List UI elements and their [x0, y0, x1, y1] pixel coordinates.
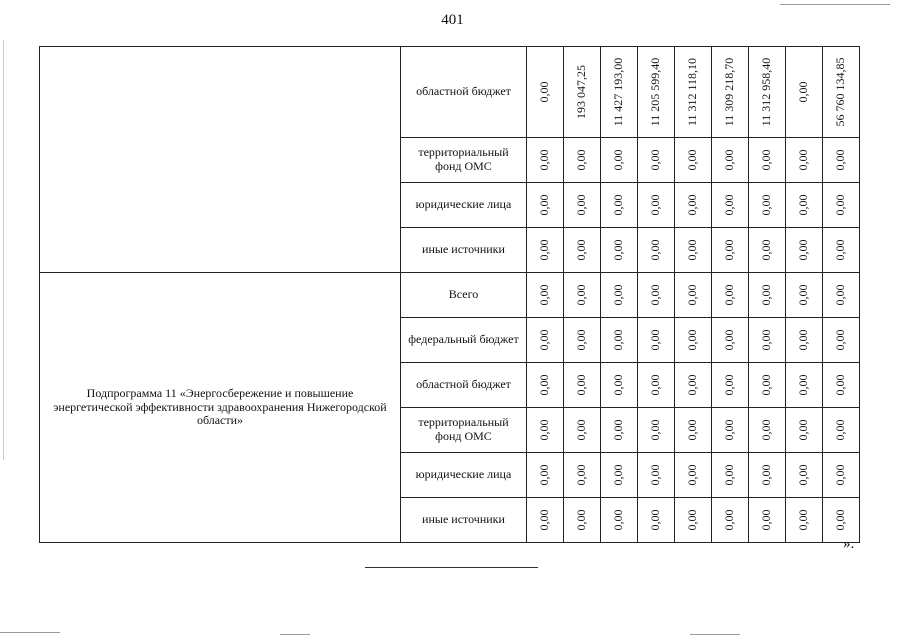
value-cell: 0,00: [564, 138, 601, 183]
value-cell: 0,00: [638, 498, 675, 543]
source-cell: федеральный бюджет: [401, 318, 527, 363]
value-cell: 0,00: [823, 408, 860, 453]
value-cell: 0,00: [712, 498, 749, 543]
value-cell: 0,00: [749, 453, 786, 498]
value-cell: 0,00: [712, 408, 749, 453]
value-cell: 11 205 599,40: [638, 47, 675, 138]
scan-artifact: [690, 634, 740, 635]
value-cell: 0,00: [749, 183, 786, 228]
footer-divider: [365, 567, 538, 568]
value-cell: 0,00: [786, 363, 823, 408]
value-cell: 0,00: [601, 453, 638, 498]
value-cell: 0,00: [749, 498, 786, 543]
value-cell: 11 312 118,10: [675, 47, 712, 138]
value-cell: 0,00: [601, 318, 638, 363]
value-cell: 0,00: [564, 273, 601, 318]
source-cell: Всего: [401, 273, 527, 318]
value-cell: 0,00: [638, 363, 675, 408]
value-cell: 0,00: [527, 318, 564, 363]
scan-artifact: [280, 634, 310, 635]
value-cell: 0,00: [527, 408, 564, 453]
value-cell: 0,00: [712, 453, 749, 498]
value-cell: 0,00: [601, 228, 638, 273]
value-cell: 0,00: [601, 183, 638, 228]
value-cell: 0,00: [675, 273, 712, 318]
value-cell: 0,00: [527, 138, 564, 183]
scan-artifact: [0, 632, 60, 633]
value-cell: 0,00: [786, 228, 823, 273]
value-cell: 0,00: [749, 408, 786, 453]
value-cell: 56 760 134,85: [823, 47, 860, 138]
table-row: [40, 47, 860, 138]
value-cell: 0,00: [601, 273, 638, 318]
value-cell: 0,00: [786, 183, 823, 228]
value-cell: 0,00: [638, 408, 675, 453]
value-cell: 0,00: [601, 138, 638, 183]
value-cell: 0,00: [786, 498, 823, 543]
source-cell: иные источники: [401, 498, 527, 543]
value-cell: 0,00: [527, 273, 564, 318]
closing-mark: ».: [843, 536, 855, 552]
value-cell: 0,00: [823, 318, 860, 363]
value-cell: 0,00: [601, 408, 638, 453]
value-cell: 0,00: [527, 47, 564, 138]
table-row: [40, 273, 860, 318]
value-cell: 0,00: [675, 183, 712, 228]
value-cell: 0,00: [786, 138, 823, 183]
value-cell: 0,00: [712, 273, 749, 318]
value-cell: 11 312 958,40: [749, 47, 786, 138]
value-cell: 0,00: [675, 498, 712, 543]
value-cell: 0,00: [564, 228, 601, 273]
value-cell: 193 047,25: [564, 47, 601, 138]
value-cell: 0,00: [749, 228, 786, 273]
value-cell: 0,00: [564, 498, 601, 543]
value-cell: 0,00: [823, 183, 860, 228]
value-cell: 0,00: [712, 138, 749, 183]
value-cell: 0,00: [638, 453, 675, 498]
value-cell: 0,00: [675, 408, 712, 453]
value-cell: 0,00: [638, 318, 675, 363]
value-cell: 0,00: [601, 498, 638, 543]
value-cell: 11 309 218,70: [712, 47, 749, 138]
value-cell: 0,00: [675, 318, 712, 363]
source-cell: юридические лица: [401, 183, 527, 228]
value-cell: 0,00: [823, 273, 860, 318]
value-cell: 0,00: [675, 228, 712, 273]
source-cell: областной бюджет: [401, 47, 527, 138]
scan-artifact: [3, 40, 4, 460]
value-cell: 0,00: [749, 273, 786, 318]
scan-artifact: [780, 4, 890, 5]
value-cell: 0,00: [638, 138, 675, 183]
value-cell: 0,00: [786, 453, 823, 498]
source-cell: иные источники: [401, 228, 527, 273]
value-cell: 0,00: [749, 363, 786, 408]
value-cell: 0,00: [601, 363, 638, 408]
value-cell: 0,00: [638, 228, 675, 273]
value-cell: 0,00: [564, 363, 601, 408]
value-cell: 0,00: [675, 453, 712, 498]
value-cell: 0,00: [823, 138, 860, 183]
value-cell: 0,00: [527, 183, 564, 228]
source-cell: территориальный фонд ОМС: [401, 408, 527, 453]
value-cell: 0,00: [527, 363, 564, 408]
value-cell: 0,00: [712, 183, 749, 228]
value-cell: 0,00: [786, 273, 823, 318]
value-cell: 0,00: [786, 408, 823, 453]
value-cell: 0,00: [638, 273, 675, 318]
value-cell: 0,00: [786, 47, 823, 138]
value-cell: 0,00: [823, 228, 860, 273]
value-cell: 0,00: [823, 453, 860, 498]
value-cell: 0,00: [564, 408, 601, 453]
value-cell: 0,00: [786, 318, 823, 363]
value-cell: 0,00: [749, 138, 786, 183]
value-cell: 0,00: [675, 138, 712, 183]
value-cell: 0,00: [712, 228, 749, 273]
value-cell: 0,00: [527, 498, 564, 543]
value-cell: 0,00: [675, 363, 712, 408]
value-cell: 0,00: [712, 318, 749, 363]
value-cell: 0,00: [564, 318, 601, 363]
budget-table: [39, 46, 860, 543]
program-cell: Подпрограмма 11 «Энергосбережение и повышение энергетической эффективности здравоохранения Нижегородской области»: [40, 273, 401, 543]
value-cell: 0,00: [749, 318, 786, 363]
value-cell: 0,00: [823, 498, 860, 543]
value-cell: 0,00: [638, 183, 675, 228]
source-cell: территориальный фонд ОМС: [401, 138, 527, 183]
value-cell: 0,00: [823, 363, 860, 408]
value-cell: 0,00: [527, 228, 564, 273]
value-cell: 0,00: [564, 183, 601, 228]
value-cell: 0,00: [564, 453, 601, 498]
source-cell: областной бюджет: [401, 363, 527, 408]
program-cell: [40, 47, 401, 273]
source-cell: юридические лица: [401, 453, 527, 498]
value-cell: 0,00: [527, 453, 564, 498]
value-cell: 0,00: [712, 363, 749, 408]
page-number: 401: [441, 12, 464, 28]
value-cell: 11 427 193,00: [601, 47, 638, 138]
